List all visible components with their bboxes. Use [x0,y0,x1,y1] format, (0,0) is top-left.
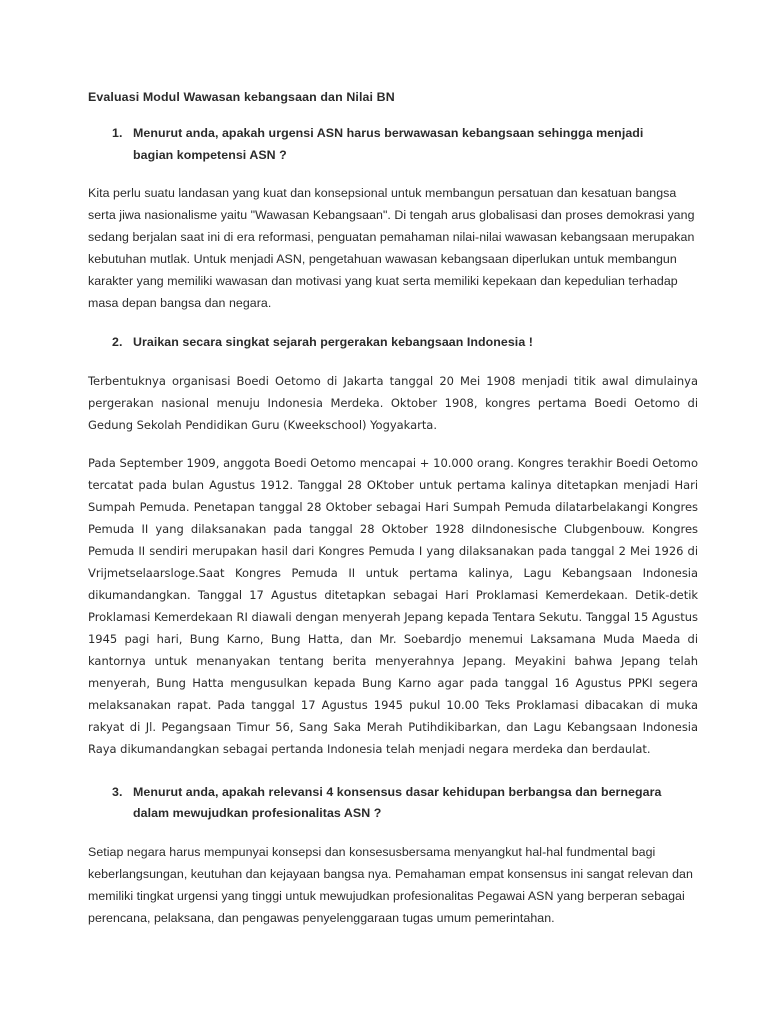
answer-paragraph-2-2: Pada September 1909, anggota Boedi Oetomo mencapai + 10.000 orang. Kongres terakhir Boedi Oetomo tercatat pada bulan Agustus 1912. Tanggal 28 OKtober untuk pertama kalinya ditetapkan menjadi Hari Sumpah Pemuda. Penetapan tanggal 28 Oktober sebagai Hari Sumpah Pemuda dilatarbelakangi Kongres Pemuda II yang dilaksanakan pada tanggal 28 Oktober 1928 diIndonesische Clubgenbouw. Kongres Pemuda II sendiri merupakan hasil dari Kongres Pemuda I yang dilaksanakan pada tanggal 2 Mei 1926 di Vrijmetselaarsloge.Saat Kongres Pemuda II untuk pertama kalinya, Lagu Kebangsaan Indonesia dikumandangkan. Tanggal 17 Agustus ditetapkan sebagai Hari Proklamasi Kemerdekaan. Detik-detik Proklamasi Kemerdekaan RI diawali dengan menyerah Jepang kepada Tentara Sekutu. Tanggal 15 Agustus 1945 pagi hari, Bung Karno, Bung Hatta, dan Mr. Soebardjo menemui Laksamana Muda Maeda di kantornya untuk menanyakan tentang berita menyerahnya Jepang. Meyakini bahwa Jepang telah menyerah, Bung Hatta mengusulkan kepada Bung Karno agar pada tanggal 16 Agustus PPKI segera melaksanakan rapat. Pada tanggal 17 Agustus 1945 pukul 10.00 Teks Proklamasi dibacakan di muka rakyat di Jl. Pegangsaan Timur 56, Sang Saka Merah Putihdikibarkan, dan Lagu Kebangsaan Indonesia Raya dikumandangkan sebagai pertanda Indonesia telah menjadi negara merdeka dan berdaulat. [88,455,698,756]
question-number-2: 2. [112,335,123,349]
question-item-1 [88,123,698,166]
question-text-3: Menurut anda, apakah relevansi 4 konsensus dasar kehidupan berbangsa dan bernegara dalam mewujudkan profesionalitas ASN ? [133,784,662,820]
question-item-3 [88,782,698,825]
question-number-3: 3. [112,784,123,799]
question-item-2 [88,332,698,354]
question-text-1: Menurut anda, apakah urgensi ASN harus berwawasan kebangsaan sehingga menjadi bagian kompetensi ASN ? [133,126,644,162]
answer-paragraph-3-1: Setiap negara harus mempunyai konsepsi dan konsesusbersama menyangkut hal-hal fundmental bagi keberlangsungan, keutuhan dan kejayaan bangsa nya. Pemahaman empat konsensus ini sangat relevan dan memiliki tingkat urgensi yang tinggi untuk mewujudkan profesionalitas Pegawai ASN yang berperan sebagai perencana, pelaksana, dan pengawas penyelenggaraan tugas umum pemerintahan. [88,844,693,925]
question-text-2: Uraikan secara singkat sejarah pergerakan kebangsaan Indonesia ! [133,335,533,349]
page-title: Evaluasi Modul Wawasan kebangsaan dan Nilai BN [88,90,395,104]
answer-paragraph-1-1: Kita perlu suatu landasan yang kuat dan konsepsional untuk membangun persatuan dan kesatuan bangsa serta jiwa nasionalisme yaitu "Wawasan Kebangsaan". Di tengah arus globalisasi dan proses demokrasi yang sedang berjalan saat ini di era reformasi, penguatan pemahaman nilai-nilai wawasan kebangsaan merupakan kebutuhan mutlak. Untuk menjadi ASN, pengetahuan wawasan kebangsaan diperlukan untuk membangun karakter yang memiliki wawasan dan motivasi yang kuat serta memiliki kepekaan dan kepedulian terhadap masa depan bangsa dan negara. [88,186,695,310]
answer-paragraph-2-1: Terbentuknya organisasi Boedi Oetomo di Jakarta tanggal 20 Mei 1908 menjadi titik awal dimulainya pergerakan nasional menuju Indonesia Merdeka. Oktober 1908, kongres pertama Boedi Oetomo di Gedung Sekolah Pendidikan Guru (Kweekschool) Yogyakarta. [88,373,698,432]
question-number-1: 1. [112,126,123,140]
